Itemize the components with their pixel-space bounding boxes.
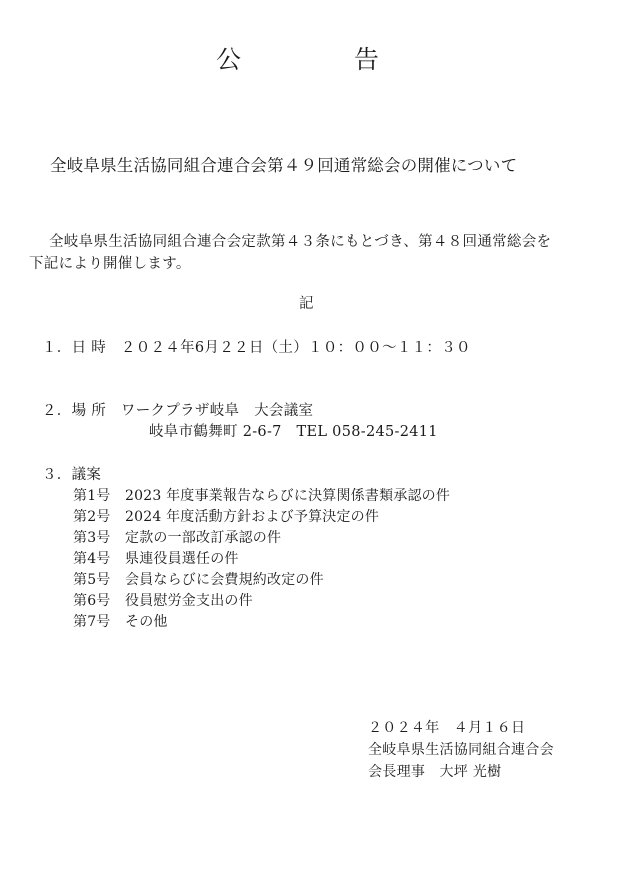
agenda-text: 県連役員選任の件 [125,551,239,567]
ki-marker: 記 [299,296,314,312]
agenda-text: 2024 年度活動方針および予算決定の件 [125,509,380,525]
agenda-item [73,527,281,547]
agenda-number: 第2号 [73,509,111,525]
agenda-number: 第6号 [73,593,111,609]
agenda-text: 2023 年度事業報告ならびに決算関係書類承認の件 [125,488,451,504]
agenda-item [73,485,450,505]
item-address: 岐阜市鶴舞町 2-6-7 TEL 058-245-2411 [149,424,438,440]
body-line-1: 全岐阜県生活協同組合連合会定款第４３条にもとづき、第４８回通常総会を [49,234,552,250]
agenda-text: 定款の一部改訂承認の件 [125,530,282,546]
agenda-item [73,590,253,610]
item-agenda-heading: ３．議案 [42,467,102,483]
title-char-2: 告 [354,45,380,74]
title-char-1: 公 [216,45,242,74]
agenda-item [73,506,379,526]
agenda-item [73,569,324,589]
item-place: ２．場 所 ワークプラザ岐阜 大会議室 [42,403,314,419]
agenda-number: 第4号 [73,551,111,567]
signature-date: ２０２４年 ４月１６日 [368,720,526,736]
agenda-text: その他 [125,614,168,630]
agenda-number: 第5号 [73,572,111,588]
signature-organization: 全岐阜県生活協同組合連合会 [368,742,554,758]
agenda-number: 第7号 [73,614,111,630]
item-datetime: １．日 時 ２０２４年6月２２日（土）１０：００～１１：３０ [42,340,471,356]
agenda-text: 会員ならびに会費規約改定の件 [125,572,324,588]
subject-heading: 全岐阜県生活協同組合連合会第４９回通常総会の開催について [50,156,518,175]
body-line-2: 下記により開催します。 [29,256,191,272]
signature-name: 会長理事 大坪 光樹 [368,764,502,780]
agenda-number: 第3号 [73,530,111,546]
agenda-number: 第1号 [73,488,111,504]
agenda-text: 役員慰労金支出の件 [125,593,253,609]
agenda-item [73,548,239,568]
agenda-item [73,611,168,631]
